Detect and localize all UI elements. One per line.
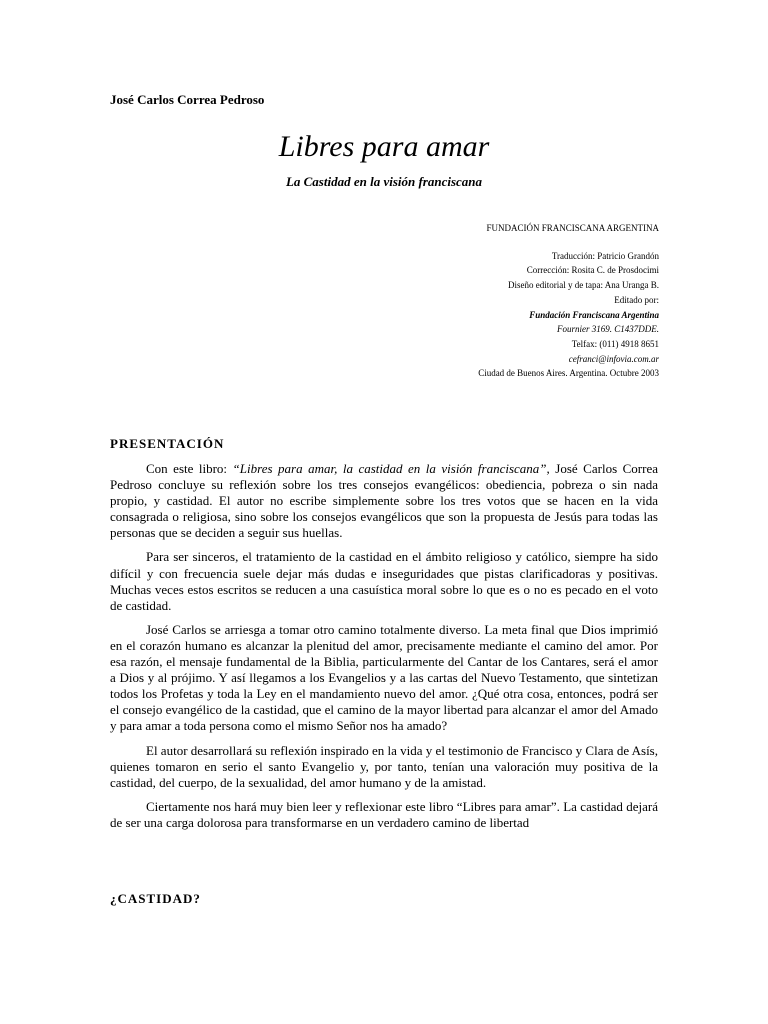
paragraph-quote: “Libres para amar, la castidad en la visión franciscana”, xyxy=(232,461,550,476)
paragraph: José Carlos se arriesga a tomar otro camino totalmente diverso. La meta final que Dios imprimió en el corazón humano es alcanzar la plenitud del amor, precisamente mediante el camino del amor. Por esa razón, el mensaje fundamental de la Biblia, particularmente del Cantar de los Cantares, será el amor a Dios y al prójimo. Y así llegamos a los Evangelios y a las cartas del Nuevo Testamento, que sintetizan todos los Profetas y toda la Ley en el mandamiento nuevo del amor. ¿Qué otra cosa, entonces, podrá ser el consejo evangélico de la castidad, que el camino de la mayor libertad para alcanzar el amor del Amado y para amar a toda persona como el mismo Señor nos ha amado? xyxy=(110,621,658,734)
credits-correction: Corrección: Rosita C. de Prosdocimi xyxy=(526,265,659,276)
credits-block xyxy=(478,221,659,381)
paragraph-intro: Con este libro: xyxy=(146,461,233,476)
paragraph-rest: José Carlos Correa Pedroso concluye su reflexión sobre los tres consejos evangélicos: obediencia, pobreza o sin nada propio, y castidad. El autor no escribe simplemente sobre los tres votos que se hacen en la vida consagrada o religiosa, sino sobre los consejos evangélicos que son la propuesta de Jesús para todas las personas que se deciden a seguir sus huellas. xyxy=(110,461,658,541)
credits-publisher: Fundación Franciscana Argentina xyxy=(529,309,659,320)
credits-email: cefranci@infovia.com.ar xyxy=(568,353,659,364)
credits-city-date: Ciudad de Buenos Aires. Argentina. Octubre 2003 xyxy=(478,368,659,379)
credits-edited-by: Editado por: xyxy=(614,294,659,305)
paragraph xyxy=(110,461,658,541)
credits-address: Fournier 3169. C1437DDE. xyxy=(557,324,659,335)
section-heading-presentacion: PRESENTACIÓN xyxy=(110,436,225,451)
book-subtitle: La Castidad en la visión franciscana xyxy=(285,174,483,189)
paragraph: Para ser sinceros, el tratamiento de la castidad en el ámbito religioso y católico, siempre ha sido difícil y con frecuencia suele dejar más dudas e inseguridades que pistas clarificadoras y positivas. Muchas veces estos escritos se reducen a una casuística moral sobre lo que es o no es pecado en el voto de castidad. xyxy=(110,549,658,613)
credits-design: Diseño editorial y de tapa: Ana Uranga B. xyxy=(508,280,659,291)
body-text xyxy=(110,461,658,839)
credits-phone: Telfax: (011) 4918 8651 xyxy=(571,338,659,349)
paragraph: El autor desarrollará su reflexión inspirado en la vida y el testimonio de Francisco y Clara de Asís, quienes tomaron en serio el santo Evangelio y, por tanto, tenían una valoración muy positiva de la castidad, del cuerpo, de la sexualidad, del amor humano y de la amistad. xyxy=(110,742,658,790)
section-heading-castidad: ¿CASTIDAD? xyxy=(110,891,201,906)
author-name: José Carlos Correa Pedroso xyxy=(110,92,265,107)
credits-translation: Traducción: Patricio Grandón xyxy=(551,250,659,261)
credits-organization: FUNDACIÓN FRANCISCANA ARGENTINA xyxy=(486,223,659,233)
paragraph: Ciertamente nos hará muy bien leer y reflexionar este libro “Libres para amar”. La castidad dejará de ser una carga dolorosa para transformarse en un verdadero camino de libertad xyxy=(110,798,658,830)
book-title: Libres para amar xyxy=(278,130,490,163)
